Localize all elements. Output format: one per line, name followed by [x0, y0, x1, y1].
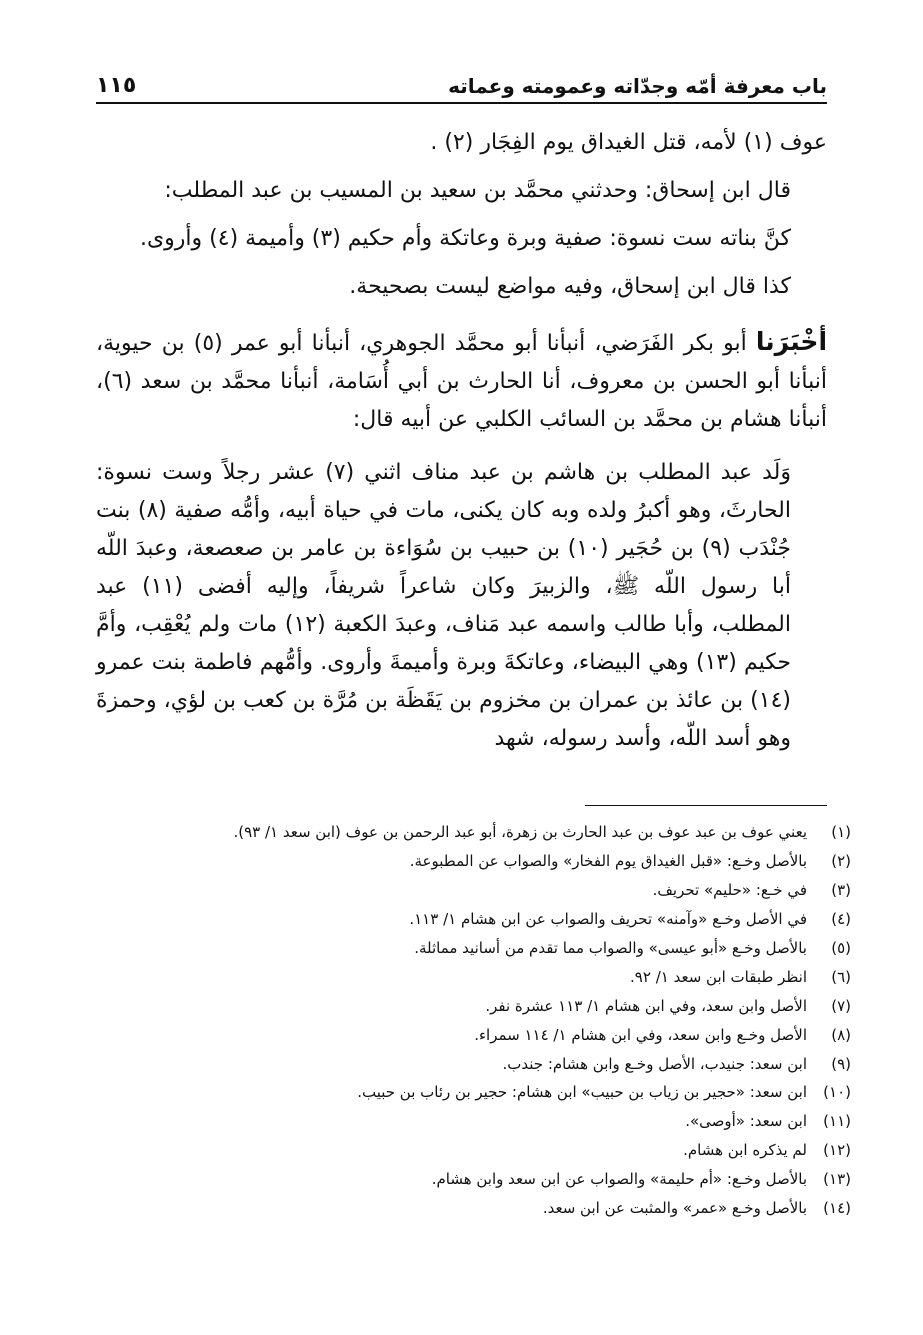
footnotes: [96, 818, 851, 1223]
footnote-text: بالأصل وخـع «عمر» والمثبت عن ابن سعد.: [542, 1199, 807, 1218]
main-text: [96, 124, 827, 758]
footnote-item: [96, 905, 851, 934]
paragraph-6: وَلَد عبد المطلب بن هاشم بن عبد مناف اثني (٧) عشر رجلاً وست نسوة: الحارثَ، وهو أكبرُ ولده وبه كان يكنى، مات في حياة أبيه، وأمُّه صفية (٨) بنت جُنْدَب (٩) بن حُجَير (١٠) بن حبيب بن سُوَاءة بن عامر بن صعصعة، وعبدَ اللّه أبا رسول اللّه ﷺ، والزبيرَ وكان شاعراً شريفاً، وإليه أفضى (١١) عبد المطلب، وأبا طالب واسمه عبد مَناف، وعبدَ الكعبة (١٢) مات ولم يُعْقِب، وأمَّ حكيم (١٣) وهي البيضاء، وعاتكةَ وبرة وأميمةَ وأروى. وأمُّهم فاطمة بنت عمرو (١٤) بن عائذ بن عمران بن مخزوم بن يَقَظَة بن مُرَّة بن كعب بن لؤي، وحمزةَ وهو أسد اللّه، وأسد رسوله، شهد: [96, 459, 792, 751]
footnote-text: لم يذكره ابن هشام.: [683, 1141, 807, 1160]
footnote-text: ابن سعد: «أوصى».: [685, 1112, 807, 1131]
footnote-number: (١٤): [823, 1199, 851, 1218]
footnote-number: (١٠): [823, 1083, 851, 1102]
footnote-number: (١٢): [823, 1141, 851, 1160]
footnote-text: يعني عوف بن عبد عوف بن عبد الحارث بن زهرة، أبو عبد الرحمن بن عوف (ابن سعد ١/ ٩٣).: [233, 823, 807, 841]
footnote-number: (٦): [831, 967, 851, 986]
footnote-number: (١١): [823, 1112, 851, 1131]
paragraph-4: كذا قال ابن إسحاق، وفيه مواضع ليست بصحيحة.: [349, 274, 791, 300]
footnote-text: بالأصل وخـع: «أم حليمة» والصواب عن ابن سعد وابن هشام.: [431, 1170, 807, 1189]
footnote-number: (٥): [831, 938, 851, 957]
footnote-text: ابن سعد: «حجير بن زياب بن حبيب» ابن هشام: حجير بن رئاب بن حبيب.: [357, 1083, 807, 1102]
footnote-number: (٨): [831, 1025, 851, 1044]
footnote-item: [96, 963, 851, 992]
chapter-title: باب معرفة أمّه وجدّاته وعمومته وعماته: [448, 74, 827, 98]
footnote-item: [96, 1078, 851, 1107]
footnote-number: (٩): [831, 1054, 851, 1073]
paragraph-5: [96, 320, 827, 439]
footnote-number: (٤): [831, 909, 851, 928]
footnote-item: [96, 1165, 851, 1194]
footnote-text: ابن سعد: جنيدب، الأصل وخـع وابن هشام: جندب.: [502, 1054, 807, 1073]
footnote-item: [96, 876, 851, 905]
footnote-text: في خـع: «حليم» تحريف.: [652, 880, 807, 899]
footnote-item: [96, 1021, 851, 1050]
footnote-text: الأصل وخـع وابن سعد، وفي ابن هشام ١/ ١١٤ سمراء.: [474, 1025, 807, 1044]
footnote-text: بالأصل وخـع «أبو عيسى» والصواب مما تقدم من أسانيد مماثلة.: [414, 938, 807, 957]
footnote-text: بالأصل وخـع: «قبل الغيداق يوم الفخار» والصواب عن المطبوعة.: [409, 851, 807, 870]
footnote-item: [96, 992, 851, 1021]
paragraph-2: قال ابن إسحاق: وحدثني محمَّد بن سعيد بن المسيب بن عبد المطلب:: [164, 178, 791, 204]
paragraph-3: كنَّ بناته ست نسوة: صفية وبرة وعاتكة وأم حكيم (٣) وأميمة (٤) وأروى.: [139, 226, 791, 252]
footnote-item: [96, 1050, 851, 1079]
paragraph-1: عوف (١) لأمه، قتل الغيداق يوم الفِجَار (٢) .: [430, 130, 827, 155]
footnote-item: [96, 934, 851, 963]
footnote-item: [96, 1107, 851, 1136]
footnote-item: [96, 818, 851, 847]
footnote-number: (١٣): [823, 1170, 851, 1189]
paragraph-5-text: أبو بكر الفَرَضي، أنبأنا أبو محمَّد الجوهري، أنبأنا أبو عمر (٥) بن حيوية، أنبأنا أبو الحسن بن معروف، أنا الحارث بن أبي أُسَامة، أنبأنا محمَّد بن سعد (٦)، أنبأنا هشام بن محمَّد بن السائب الكلبي عن أبيه قال:: [96, 331, 827, 433]
footnote-item: [96, 847, 851, 876]
footnote-number: (١): [831, 823, 851, 841]
footnote-item: [96, 1136, 851, 1165]
footnote-number: (٧): [831, 996, 851, 1015]
footnote-number: (٢): [831, 851, 851, 870]
footnote-text: انظر طبقات ابن سعد ١/ ٩٢.: [630, 967, 807, 986]
page-header: [96, 58, 827, 104]
footnote-separator: [585, 805, 827, 806]
footnote-item: [96, 1194, 851, 1223]
footnote-number: (٣): [831, 880, 851, 899]
page-number: ١١٥: [96, 73, 137, 98]
footnote-text: في الأصل وخـع «وآمنه» تحريف والصواب عن ابن هشام ١/ ١١٣.: [409, 909, 807, 928]
paragraph-5-lead: أخْبَرَنا: [755, 327, 828, 357]
footnote-text: الأصل وابن سعد، وفي ابن هشام ١/ ١١٣ عشرة نفر.: [485, 996, 807, 1015]
